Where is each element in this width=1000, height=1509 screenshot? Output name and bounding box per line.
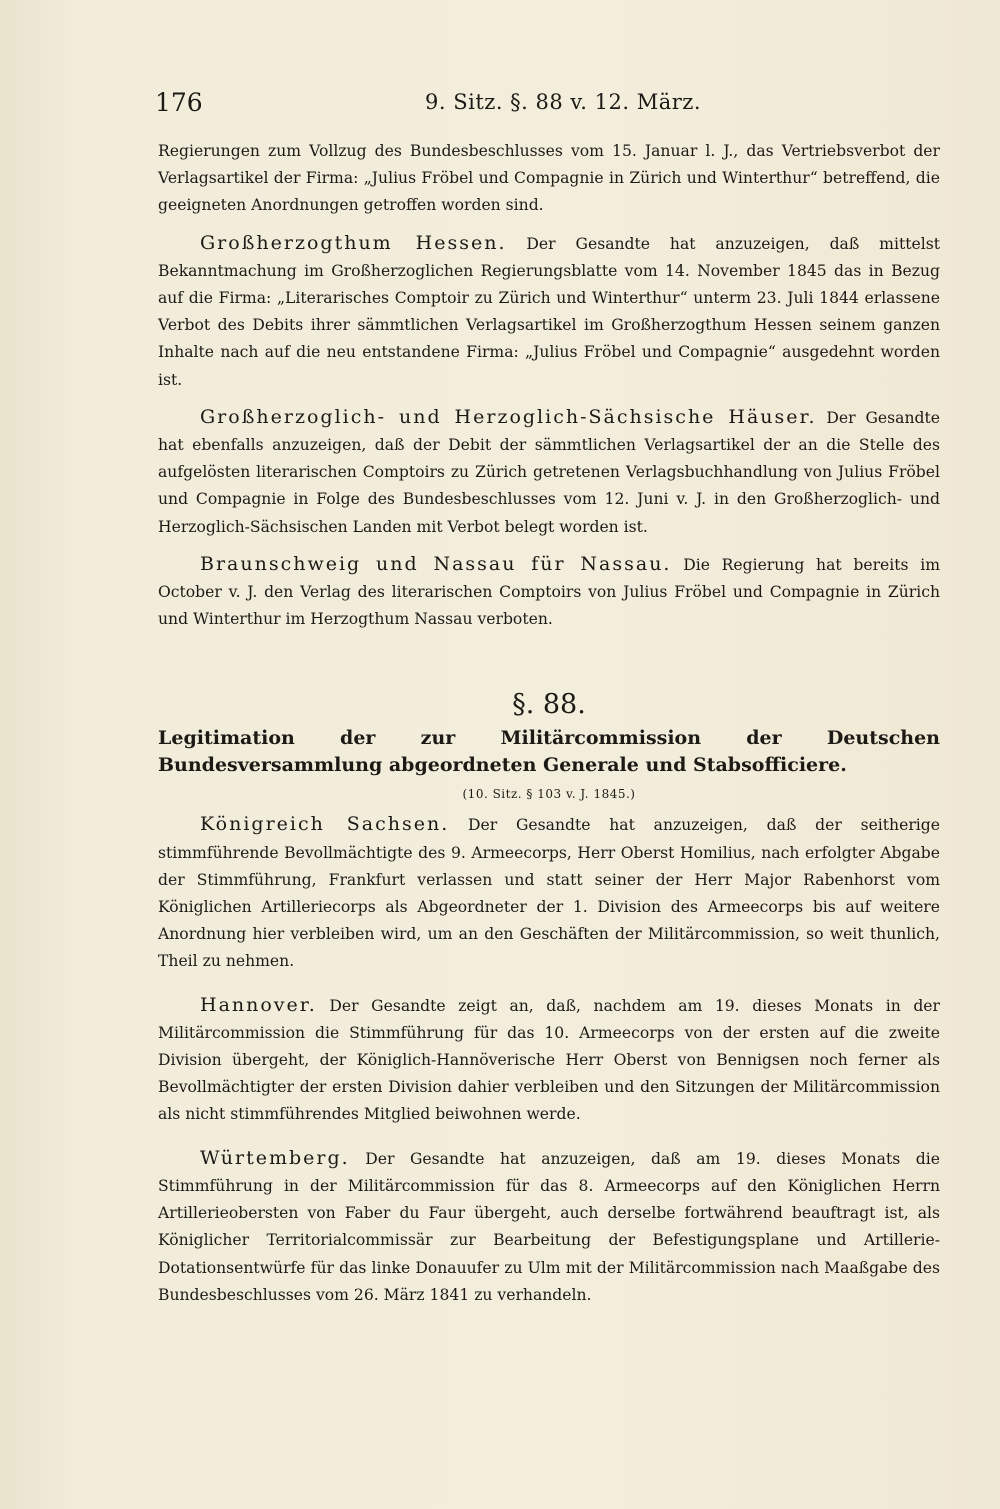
paragraph-text-saxony: Der Gesandte hat anzuzeigen, daß der seitherige stimmführende Bevollmächtigte des 9. Armeecorps, Herr Oberst Homilius, nach erfolgter Abgabe der Stimmführung, Frankfurt verlassen und statt seiner der Herr Major Rabenhorst vom Königlichen Artilleriecorps als Abgeordneter der 1. Division des Armeecorps bis auf weitere Anordnung hier verbleiben wird, um an den Geschäften der Militärcommission, so weit thunlich, Theil zu nehmen.	[158, 816, 940, 971]
paragraph-continuation: Regierungen zum Vollzug des Bundesbeschlusses vom 15. Januar l. J., das Vertriebsverbot der Verlagsartikel der Firma: „Julius Fröbel und Compagnie in Zürich und Winterthur“ betreffend, die geeigneten Anordnungen getroffen worden sind.	[158, 142, 940, 215]
paragraph-text-braunschweig-nassau: Die Regierung hat bereits im October v. J. den Verlag des literarischen Comptoirs von Julius Fröbel und Compagnie in Zürich und Winterthur im Herzogthum Nassau verboten.	[158, 555, 940, 629]
paragraph-lead-braunschweig-nassau: Braunschweig und Nassau für Nassau.	[200, 552, 672, 575]
paragraph-text-hessen: Der Gesandte hat anzuzeigen, daß mittelst Bekanntmachung im Großherzoglichen Regierungsblatte vom 14. November 1845 das in Bezug auf die Firma: „Literarisches Comptoir zu Zürich und Winterthur“ unterm 23. Juli 1844 erlassene Verbot des Debits ihrer sämmtlichen Verlagsartikel im Großherzogthum Hessen seinem ganzen Inhalte nach auf die neu entstandene Firma: „Julius Fröbel und Compagnie“ ausgedehnt worden ist.	[158, 234, 940, 389]
paragraph-saxon-houses	[158, 404, 940, 541]
paragraph-lead-saxon-houses: Großherzoglich- und Herzoglich-Sächsische Häuser.	[200, 405, 817, 428]
paragraph-wuertemberg	[158, 1145, 940, 1309]
paragraph-lead-hannover: Hannover.	[200, 993, 317, 1016]
section-title: Legitimation der zur Militärcommission der Deutschen Bundesversammlung abgeordneten Generale und Stabsofficiere.	[158, 727, 940, 777]
paragraph-text-wuertemberg: Der Gesandte hat anzuzeigen, daß am 19. dieses Monats die Stimmführung in der Militärcommission für das 8. Armeecorps auf den Königlichen Herrn Artillerieobersten von Faber du Faur übergeht, auch derselbe fortwährend beauftragt ist, als Königlicher Territorialcommissär zur Bearbeitung der Befestigungsplane und Artillerie-Dotationsentwürfe für das linke Donauufer zu Ulm mit der Militärcommission nach Maaßgabe des Bundesbeschlusses vom 26. März 1841 zu verhandeln.	[158, 1149, 940, 1304]
paragraph-hannover	[158, 992, 940, 1129]
paragraph-lead-saxony: Königreich Sachsen.	[200, 813, 450, 836]
page-number: 176	[155, 88, 203, 117]
paragraph-lead-hessen: Großherzogthum Hessen.	[200, 231, 507, 254]
paragraph-saxony	[158, 811, 940, 975]
section-reference: (10. Sitz. § 103 v. J. 1845.)	[462, 787, 636, 802]
running-head: 9. Sitz. §. 88 v. 12. März.	[425, 90, 702, 114]
page-body	[158, 138, 940, 1309]
paragraph-hessen	[158, 230, 940, 394]
paragraph-braunschweig-nassau	[158, 551, 940, 634]
paragraph-text-saxon-houses: Der Gesandte hat ebenfalls anzuzeigen, daß der Debit der sämmtlichen Verlagsartikel der an die Stelle des aufgelösten literarischen Comptoirs zu Zürich getretenen Verlagsbuchhandlung von Julius Fröbel und Compagnie in Folge des Bundesbeschlusses vom 12. Juni v. J. in den Großherzoglich- und Herzoglich-Sächsischen Landen mit Verbot belegt worden ist.	[158, 408, 940, 536]
paragraph-text-hannover: Der Gesandte zeigt an, daß, nachdem am 19. dieses Monats in der Militärcommission die Stimmführung für das 10. Armeecorps von der ersten auf die zweite Division übergeht, der Königlich-Hannöverische Herr Oberst von Bennigsen noch ferner als Bevollmächtigter der ersten Division dahier verbleiben und den Sitzungen der Militärcommission als nicht stimmführendes Mitglied beiwohnen werde.	[158, 996, 940, 1124]
paragraph-lead-wuertemberg: Würtemberg.	[200, 1146, 350, 1169]
section-number: §. 88.	[512, 689, 586, 721]
